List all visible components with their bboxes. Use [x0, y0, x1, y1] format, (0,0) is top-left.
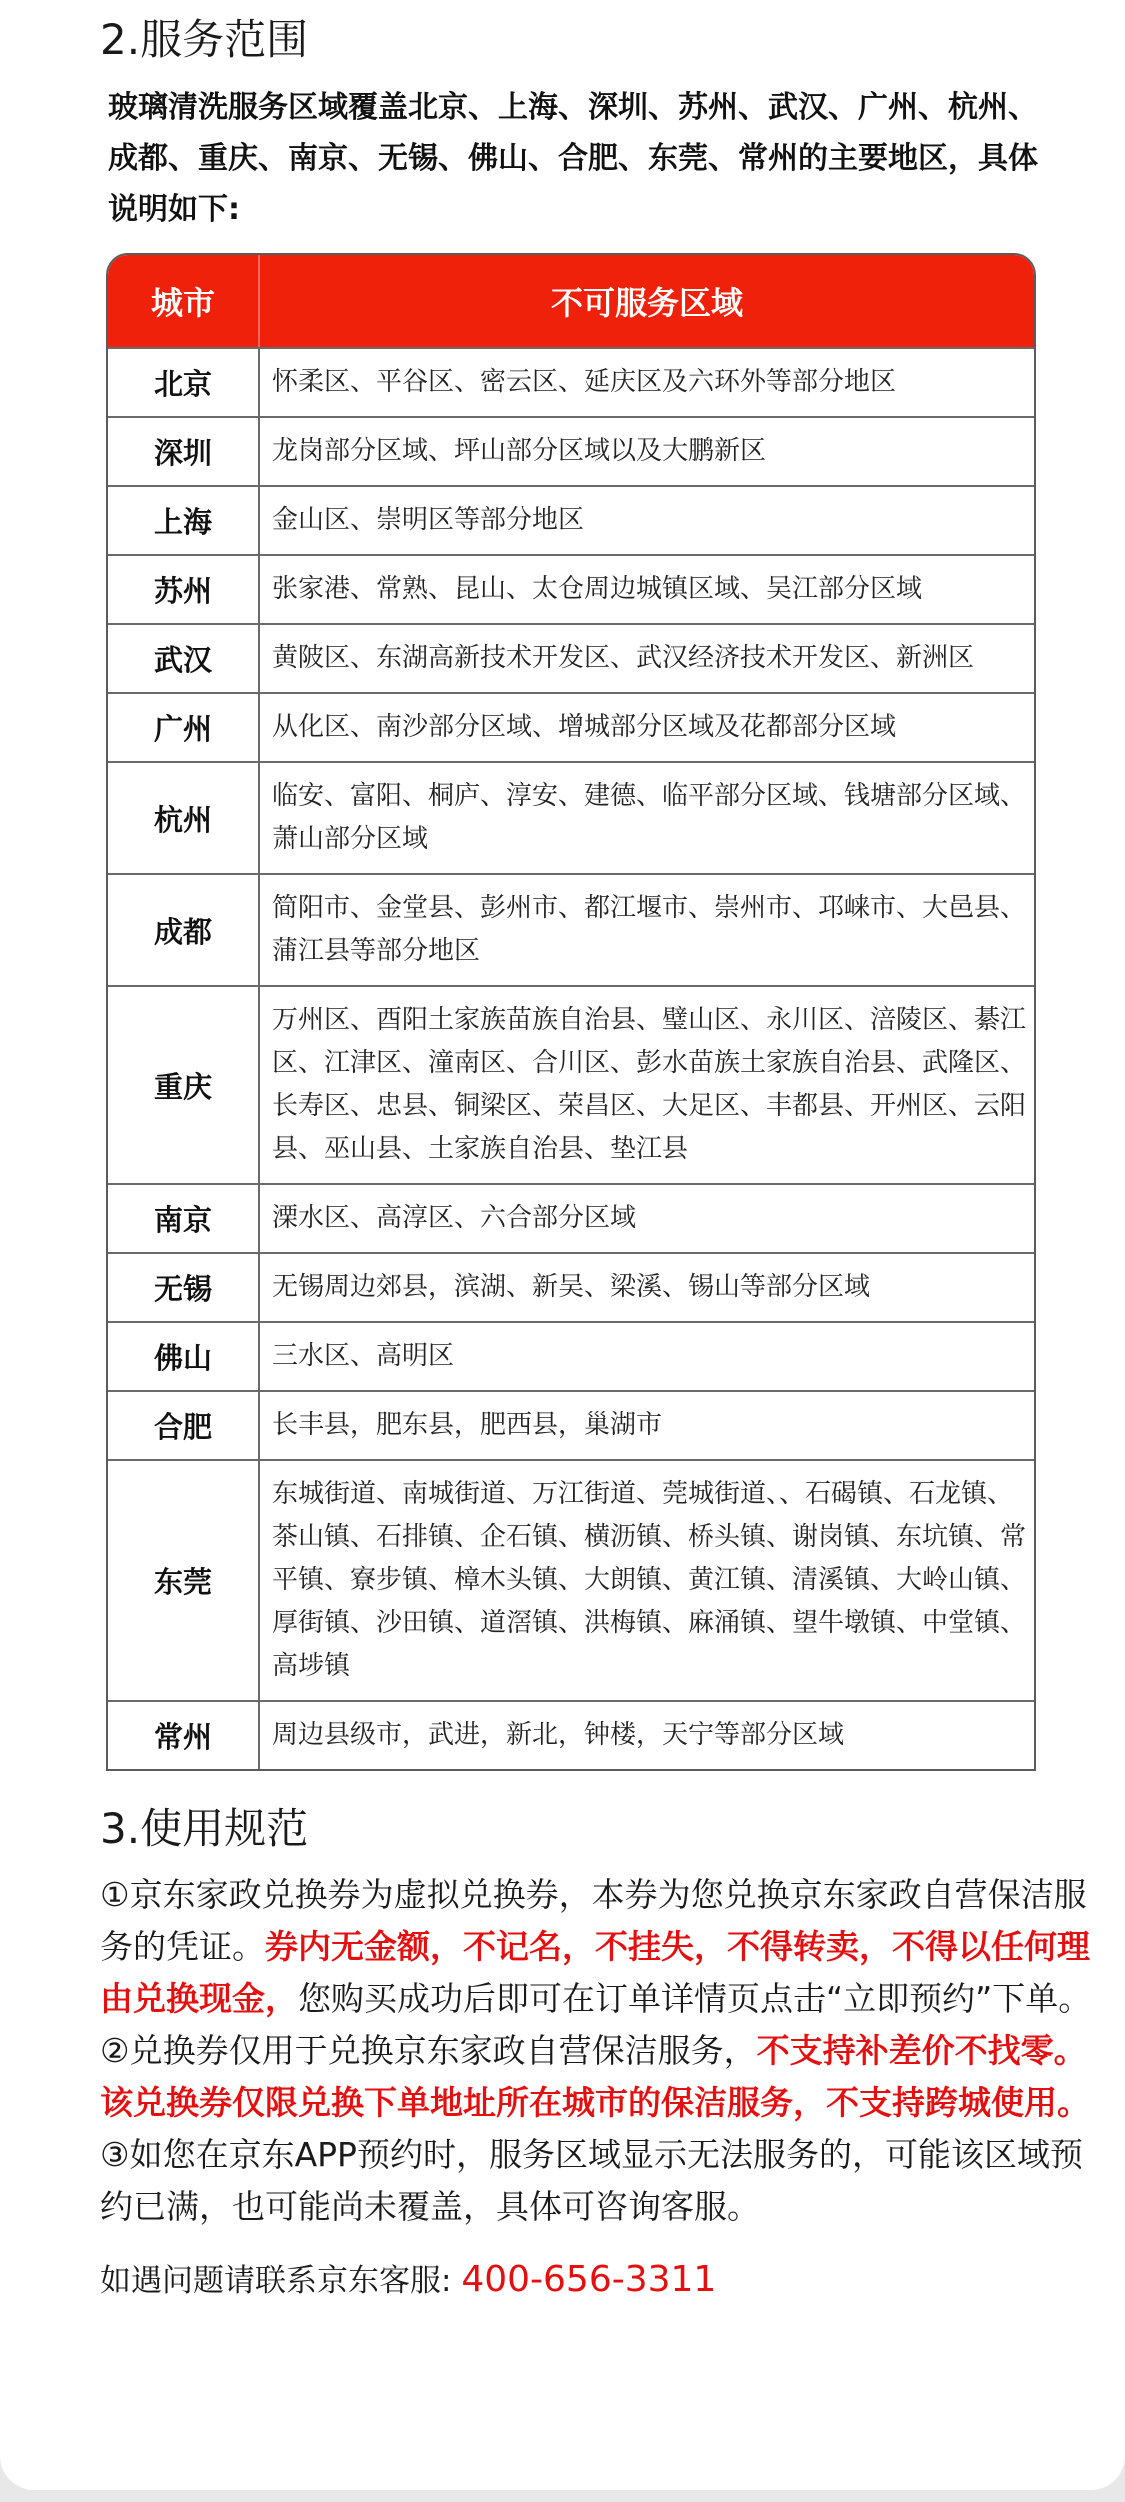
city-cell: 佛山	[108, 1323, 260, 1390]
area-cell: 溧水区、高淳区、六合部分区域	[272, 1203, 637, 1233]
table-row	[108, 761, 1034, 873]
table-row	[108, 554, 1034, 623]
table-row	[108, 1321, 1034, 1390]
area-cell: 金山区、崇明区等部分地区	[272, 505, 585, 535]
area-cell: 万州区、酉阳土家族苗族自治县、璧山区、永川区、涪陵区、綦江区、江津区、潼南区、合川区、彭水苗族土家族自治县、武隆区、长寿区、忠县、铜梁区、荣昌区、大足区、丰都县、开州区、云阳县、巫山县、土家族自治县、垫江县	[272, 1005, 1027, 1164]
area-cell: 周边县级市，武进，新北，钟楼，天宁等部分区域	[272, 1720, 845, 1750]
rule-2-text: ②兑换券仅用于兑换京东家政自营保洁服务，	[100, 2031, 757, 2070]
rule-3-text: ③如您在京东APP预约时，服务区域显示无法服务的，可能该区域预约已满，也可能尚未覆盖，具体可咨询客服。	[100, 2135, 1083, 2226]
city-cell: 北京	[108, 349, 260, 416]
area-cell: 张家港、常熟、昆山、太仓周边城镇区域、吴江部分区域	[272, 574, 923, 604]
city-cell: 南京	[108, 1185, 260, 1252]
usage-rules	[100, 1869, 1100, 2233]
city-cell: 无锡	[108, 1254, 260, 1321]
table-row	[108, 416, 1034, 485]
table-row	[108, 1183, 1034, 1252]
header-unserviceable-area: 不可服务区域	[550, 284, 743, 322]
table-row	[108, 1700, 1034, 1769]
service-range-intro: 玻璃清洗服务区域覆盖北京、上海、深圳、苏州、武汉、广州、杭州、成都、重庆、南京、无锡、佛山、合肥、东莞、常州的主要地区，具体说明如下:	[108, 90, 1038, 227]
usage-rules-section	[100, 1799, 1092, 2306]
rule-3	[100, 2129, 1100, 2233]
table-row	[108, 347, 1034, 416]
header-city: 城市	[108, 255, 260, 347]
rule-1	[100, 1869, 1100, 2025]
area-cell: 东城街道、南城街道、万江街道、莞城街道、、石碣镇、石龙镇、茶山镇、石排镇、企石镇、横沥镇、桥头镇、谢岗镇、东坑镇、常平镇、寮步镇、樟木头镇、大朗镇、黄江镇、清溪镇、大岭山镇、厚街镇、沙田镇、道滘镇、洪梅镇、麻涌镇、望牛墩镇、中堂镇、高埗镇	[272, 1479, 1027, 1681]
table-body	[108, 347, 1034, 1769]
service-area-table	[106, 253, 1036, 1771]
area-cell: 黄陂区、东湖高新技术开发区、武汉经济技术开发区、新洲区	[272, 643, 975, 673]
city-cell: 深圳	[108, 418, 260, 485]
area-cell: 长丰县，肥东县，肥西县，巢湖市	[272, 1410, 663, 1440]
customer-service-contact	[100, 2255, 1040, 2306]
table-header	[108, 255, 1034, 347]
rule-1-highlight: 券内无金额，不记名，不挂失，不得转卖，不得以任何理由兑换现金，	[100, 1927, 1090, 2018]
city-cell: 苏州	[108, 556, 260, 623]
city-cell: 成都	[108, 875, 260, 985]
city-cell: 重庆	[108, 987, 260, 1183]
area-cell: 从化区、南沙部分区域、增城部分区域及花都部分区域	[272, 712, 897, 742]
area-cell: 龙岗部分区域、坪山部分区域以及大鹏新区	[272, 436, 767, 466]
section-title-usage-rules: 3.使用规范	[100, 1804, 309, 1853]
area-cell: 临安、富阳、桐庐、淳安、建德、临平部分区域、钱塘部分区域、萧山部分区域	[272, 781, 1027, 854]
rule-2	[100, 2025, 1100, 2129]
area-cell: 简阳市、金堂县、彭州市、都江堰市、崇州市、邛崃市、大邑县、蒲江县等部分地区	[272, 893, 1027, 966]
city-cell: 杭州	[108, 763, 260, 873]
city-cell: 上海	[108, 487, 260, 554]
main-content	[100, 10, 1092, 2306]
table-row	[108, 692, 1034, 761]
area-cell: 三水区、高明区	[272, 1341, 455, 1371]
city-cell: 广州	[108, 694, 260, 761]
table-row	[108, 1252, 1034, 1321]
table-row	[108, 1390, 1034, 1459]
section-title-service-range: 2.服务范围	[100, 15, 309, 64]
table-row	[108, 985, 1034, 1183]
table-row	[108, 623, 1034, 692]
city-cell: 常州	[108, 1702, 260, 1769]
rule-1-text-end: 您购买成功后即可在订单详情页点击“立即预约”下单。	[298, 1979, 1092, 2018]
rule-1-text: ①京东家政兑换券为虚拟兑换券，本券为您兑换京东家政自营保洁服务的凭证。	[100, 1875, 1087, 1966]
contact-label: 如遇问题请联系京东客服:	[100, 2263, 462, 2299]
city-cell: 东莞	[108, 1461, 260, 1700]
area-cell: 无锡周边郊县，滨湖、新吴、梁溪、锡山等部分区域	[272, 1272, 871, 1302]
city-cell: 武汉	[108, 625, 260, 692]
table-row	[108, 873, 1034, 985]
contact-phone-link[interactable]: 400-656-3311	[461, 2259, 717, 2300]
area-cell: 怀柔区、平谷区、密云区、延庆区及六环外等部分地区	[272, 367, 897, 397]
table-row	[108, 1459, 1034, 1700]
city-cell: 合肥	[108, 1392, 260, 1459]
table-row	[108, 485, 1034, 554]
rule-2-highlight: 不支持补差价不找零。该兑换券仅限兑换下单地址所在城市的保洁服务，不支持跨城使用。	[100, 2031, 1090, 2122]
